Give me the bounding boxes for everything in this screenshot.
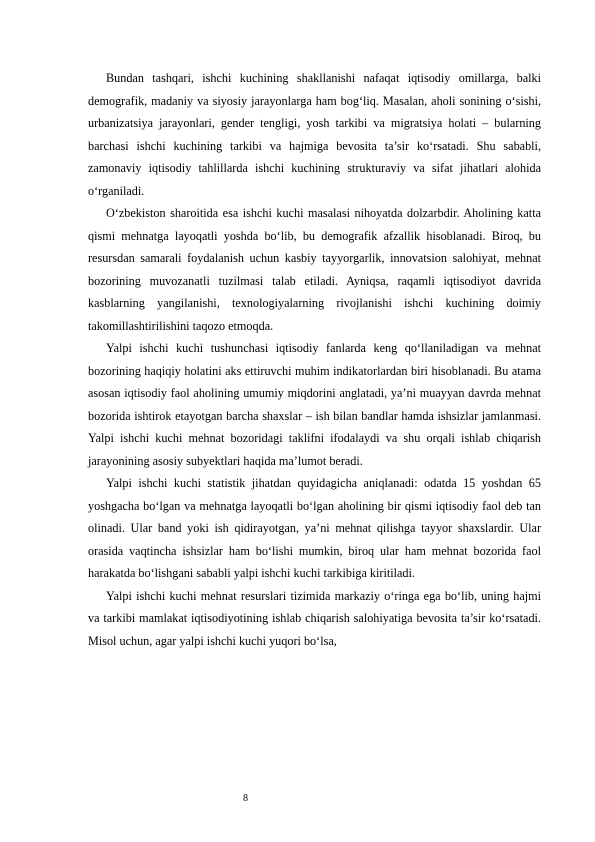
paragraph: Bundan tashqari, ishchi kuchining shakllanishi nafaqat iqtisodiy omillarga, balki demografik, madaniy va siyosiy jarayonlarga ham bog‘liq. Masalan, aholi sonining o‘sishi, urbanizatsiya jarayonlari, gender tengligi, yosh tarkibi va migratsiya holati – bularning barchasi ishchi kuchining tarkibi va hajmiga bevosita ta’sir ko‘rsatadi. Shu sababli, zamonaviy iqtisodiy tahlillarda ishchi kuchining strukturaviy va sifat jihatlari alohida o‘rganiladi. [88,71,541,198]
document-page [88,67,541,652]
paragraph: Yalpi ishchi kuchi mehnat resurslari tizimida markaziy o‘ringa ega bo‘lib, uning hajmi va tarkibi mamlakat iqtisodiyotining ishlab chiqarish salohiyatiga bevosita ta’sir ko‘rsatadi. Misol uchun, agar yalpi ishchi kuchi yuqori bo‘lsa, [88,588,541,648]
paragraph: Yalpi ishchi kuchi statistik jihatdan quyidagicha aniqlanadi: odatda 15 yoshdan 65 yoshgacha bo‘lgan va mehnatga layoqatli bo‘lgan aholining bir qismi iqtisodiy faol deb tan olinadi. Ular band yoki ish qidirayotgan, ya’ni mehnat qilishga tayyor shaxslardir. Ular orasida vaqtincha ishsizlar ham bo‘lishi mumkin, biroq ular ham mehnat bozorida faol harakatda bo‘lishgani sababli yalpi ishchi kuchi tarkibiga kiritiladi. [88,476,541,580]
page-number: 8 [243,793,248,804]
paragraph: O‘zbekiston sharoitida esa ishchi kuchi masalasi nihoyatda dolzarbdir. Aholining katta qismi mehnatga layoqatli yoshda bo‘lib, bu demografik afzallik hisoblanadi. Biroq, bu resursdan samarali foydalanish uchun kasbiy tayyorgarlik, innovatsion salohiyat, mehnat bozorining muvozanatli tuzilmasi talab etiladi. Ayniqsa, raqamli iqtisodiyot davrida kasblarning yangilanishi, texnologiyalarning rivojlanishi ishchi kuchining doimiy takomillashtirilishini taqozo etmoqda. [88,206,541,333]
paragraph: Yalpi ishchi kuchi tushunchasi iqtisodiy fanlarda keng qo‘llaniladigan va mehnat bozorining haqiqiy holatini aks ettiruvchi muhim indikatorlardan biri hisoblanadi. Bu atama asosan iqtisodiy faol aholining umumiy miqdorini anglatadi, ya’ni muayyan davrda mehnat bozorida ishtirok etayotgan barcha shaxslar – ish bilan bandlar hamda ishsizlar jamlanmasi. Yalpi ishchi kuchi mehnat bozoridagi taklifni ifodalaydi va shu orqali ishlab chiqarish jarayonining asosiy subyektlari haqida ma’lumot beradi. [88,341,541,468]
